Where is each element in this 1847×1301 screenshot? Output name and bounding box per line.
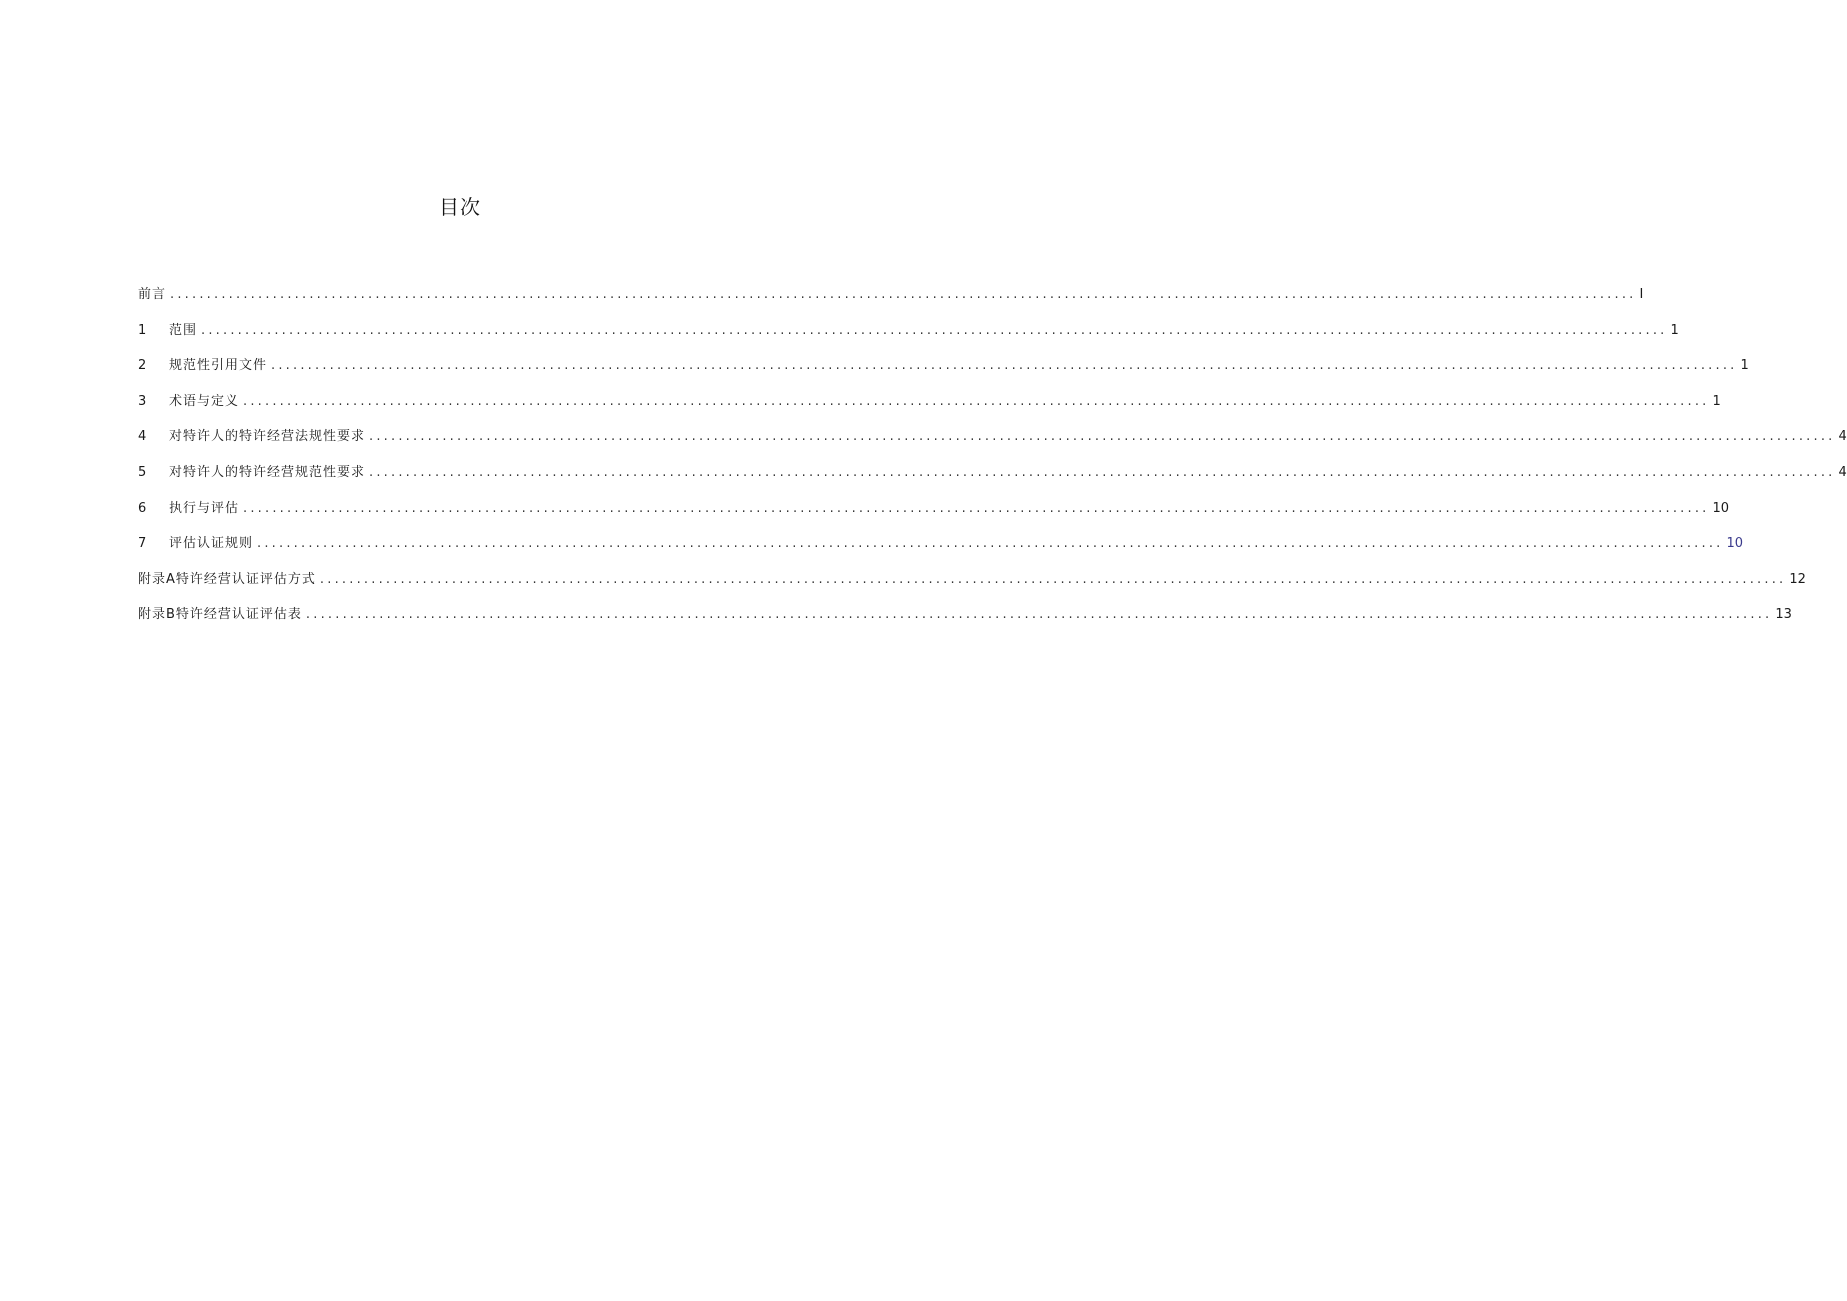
toc-entry-number: 7 bbox=[138, 536, 147, 552]
toc-entry-page: 4 bbox=[1838, 464, 1847, 480]
toc-entry-legal-requirements[interactable] bbox=[138, 425, 1847, 461]
toc-leader-dots: ........................................................................................................................................................................................................ bbox=[369, 429, 1836, 445]
toc-entry-label: 执行与评估 bbox=[169, 500, 240, 516]
toc-entry-number: 6 bbox=[138, 500, 147, 516]
toc-entry-label: 附录A特许经营认证评估方式 bbox=[138, 571, 316, 587]
toc-entry-number: 1 bbox=[138, 322, 147, 338]
toc-entry-number: 2 bbox=[138, 358, 147, 374]
toc-entry-page: 12 bbox=[1789, 571, 1806, 587]
toc-entry-terms-definitions[interactable] bbox=[138, 390, 1721, 426]
table-of-contents bbox=[138, 283, 1847, 639]
toc-entry-label: 规范性引用文件 bbox=[169, 358, 268, 374]
toc-entry-execution-evaluation[interactable] bbox=[138, 497, 1730, 533]
toc-entry-appendix-a[interactable] bbox=[138, 568, 1806, 604]
toc-entry-preface[interactable] bbox=[138, 283, 1644, 319]
toc-entry-number: 4 bbox=[138, 429, 147, 445]
toc-entry-label: 附录B特许经营认证评估表 bbox=[138, 607, 302, 623]
toc-entry-page: 1 bbox=[1670, 322, 1679, 338]
toc-leader-dots: ........................................................................................................................................................................................................ bbox=[369, 464, 1836, 480]
toc-entry-page: 13 bbox=[1775, 607, 1792, 623]
toc-entry-scope[interactable] bbox=[138, 319, 1679, 355]
toc-entry-page: 4 bbox=[1838, 429, 1847, 445]
toc-entry-certification-rules[interactable] bbox=[138, 532, 1744, 568]
toc-entry-page: I bbox=[1639, 287, 1644, 302]
toc-entry-appendix-b[interactable] bbox=[138, 603, 1792, 639]
toc-entry-label: 对特许人的特许经营规范性要求 bbox=[169, 464, 366, 480]
toc-leader-dots: ........................................................................................................................................................................................................ bbox=[257, 536, 1724, 552]
toc-entry-number: 5 bbox=[138, 464, 147, 480]
page-title: 目次 bbox=[439, 195, 481, 219]
toc-entry-page: 1 bbox=[1740, 358, 1749, 374]
toc-leader-dots: ........................................................................................................................................................................................................ bbox=[243, 500, 1710, 516]
toc-leader-dots: ........................................................................................................................................................................................................ bbox=[271, 358, 1738, 374]
toc-leader-dots: ........................................................................................................................................................................................................ bbox=[305, 607, 1773, 623]
toc-leader-dots: ........................................................................................................................................................................................................ bbox=[170, 287, 1637, 302]
toc-entry-page: 1 bbox=[1712, 393, 1721, 409]
toc-entry-normative-references[interactable] bbox=[138, 354, 1749, 390]
toc-entry-label: 对特许人的特许经营法规性要求 bbox=[169, 429, 366, 445]
toc-entry-label: 范围 bbox=[169, 322, 198, 338]
toc-entry-number: 3 bbox=[138, 393, 147, 409]
toc-entry-normative-requirements[interactable] bbox=[138, 461, 1847, 497]
toc-leader-dots: ........................................................................................................................................................................................................ bbox=[319, 571, 1787, 587]
toc-entry-page: 10 bbox=[1712, 500, 1730, 516]
toc-entry-label: 术语与定义 bbox=[169, 393, 240, 409]
toc-leader-dots: ........................................................................................................................................................................................................ bbox=[201, 322, 1668, 338]
toc-leader-dots: ........................................................................................................................................................................................................ bbox=[243, 393, 1710, 409]
toc-entry-label: 前言 bbox=[138, 287, 167, 302]
toc-entry-label: 评估认证规则 bbox=[169, 536, 254, 552]
toc-entry-page-link[interactable]: 10 bbox=[1726, 536, 1744, 552]
